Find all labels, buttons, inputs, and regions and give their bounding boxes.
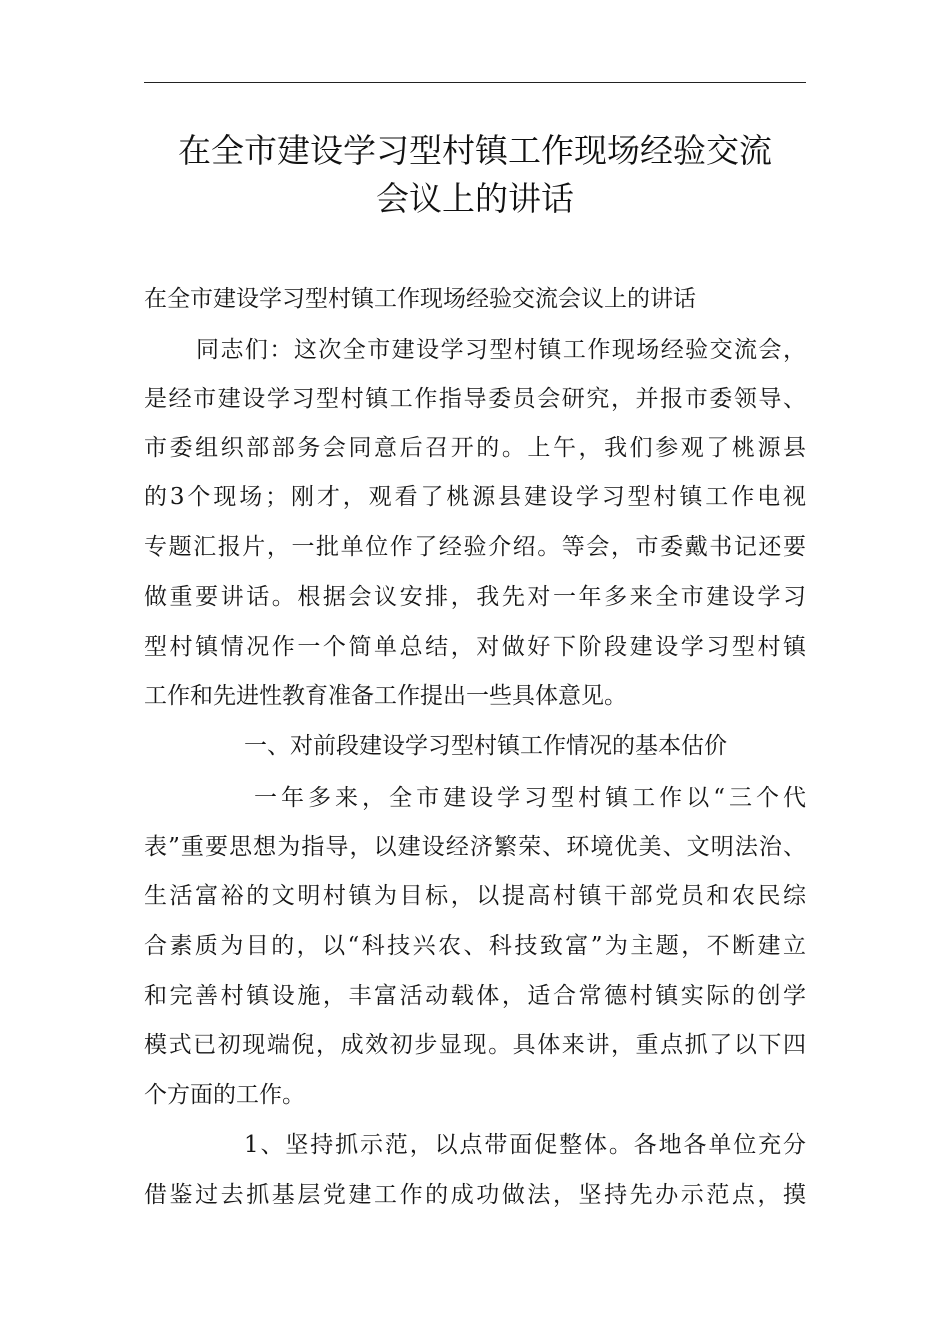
body-line: 的3个现场；刚才，观看了桃源县建设学习型村镇工作电视 xyxy=(144,484,806,510)
body-line: 模式已初现端倪，成效初步显现。具体来讲，重点抓了以下四 xyxy=(144,1032,806,1058)
header-rule xyxy=(144,82,806,83)
body-line: 是经市建设学习型村镇工作指导委员会研究，并报市委领导、 xyxy=(144,386,806,412)
body-line: 做重要讲话。根据会议安排，我先对一年多来全市建设学习 xyxy=(144,584,806,610)
document-title-line-1: 在全市建设学习型村镇工作现场经验交流 xyxy=(178,131,772,170)
body-line: 生活富裕的文明村镇为目标，以提高村镇干部党员和农民综 xyxy=(144,883,806,909)
body-line: 一年多来，全市建设学习型村镇工作以“三个代 xyxy=(254,785,806,811)
body-line: 表”重要思想为指导，以建设经济繁荣、环境优美、文明法治、 xyxy=(144,834,806,860)
body-line: 合素质为目的，以“科技兴农、科技致富”为主题，不断建立 xyxy=(144,933,806,959)
body-line: 在全市建设学习型村镇工作现场经验交流会议上的讲话 xyxy=(144,286,696,312)
body-line: 市委组织部部务会同意后召开的。上午，我们参观了桃源县 xyxy=(144,435,806,461)
section-heading: 一、对前段建设学习型村镇工作情况的基本估价 xyxy=(244,733,727,759)
body-line: 型村镇情况作一个简单总结，对做好下阶段建设学习型村镇 xyxy=(144,634,806,660)
body-line: 借鉴过去抓基层党建工作的成功做法，坚持先办示范点，摸 xyxy=(144,1182,806,1208)
body-line: 1、坚持抓示范，以点带面促整体。各地各单位充分 xyxy=(244,1132,806,1158)
body-line: 专题汇报片，一批单位作了经验介绍。等会，市委戴书记还要 xyxy=(144,534,806,560)
body-line: 工作和先进性教育准备工作提出一些具体意见。 xyxy=(144,683,627,709)
body-line: 个方面的工作。 xyxy=(144,1082,305,1108)
body-line: 和完善村镇设施，丰富活动载体，适合常德村镇实际的创学 xyxy=(144,983,806,1009)
document-title-line-2: 会议上的讲话 xyxy=(376,179,574,218)
body-line: 同志们：这次全市建设学习型村镇工作现场经验交流会， xyxy=(196,337,806,363)
